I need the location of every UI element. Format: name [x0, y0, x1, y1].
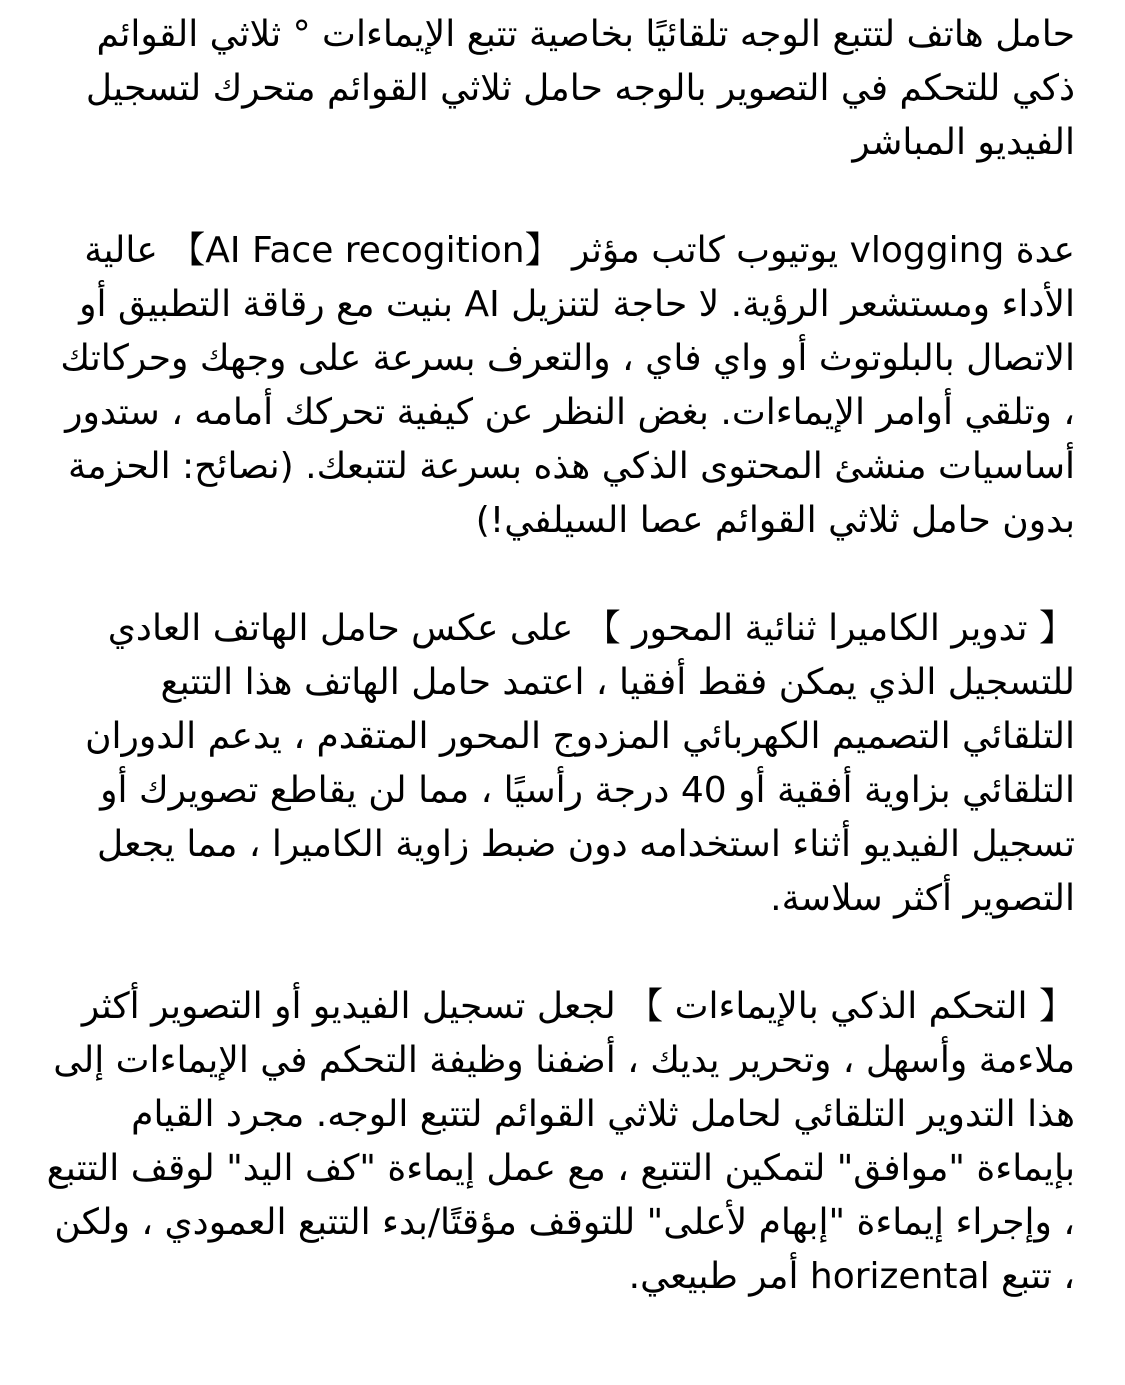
gesture-control-paragraph: 【 التحكم الذكي بالإيماءات 】 لجعل تسجيل الفيديو أو التصوير أكثر ملاءمة وأسهل ، وتحرير يديك ، أضفنا وظيفة التحكم في الإيماءات إلى هذا التدوير التلقائي لحامل ثلاثي القوائم لتتبع الوجه. مجرد القيام بإيماءة "موافق" لتمكين التتبع ، مع عمل إيماءة "كف اليد" لوقف التتبع ، وإجراء إيماءة "إبهام لأعلى" للتوقف مؤقتًا/بدء التتبع العمودي ، ولكن ، تتبع horizental أمر طبيعي.: [46, 986, 1075, 1297]
face-recognition-paragraph: عدة vlogging يوتيوب كاتب مؤثر 【AI Face recogition】 عالية الأداء ومستشعر الرؤية. لا حاجة لتنزيل AI بنيت مع رقاقة التطبيق أو الاتصال بالبلوتوث أو واي فاي ، والتعرف بسرعة على وجهك وحركاتك ، وتلقي أوامر الإيماءات. بغض النظر عن كيفية تحركك أمامه ، ستدور أساسيات منشئ المحتوى الذكي هذه بسرعة لتتبعك. (نصائح: الحزمة بدون حامل ثلاثي القوائم عصا السيلفي!): [60, 230, 1075, 541]
product-title-paragraph: حامل هاتف لتتبع الوجه تلقائيًا بخاصية تتبع الإيماءات ° ثلاثي القوائم ذكي للتحكم في التصوير بالوجه حامل ثلاثي القوائم متحرك لتسجيل الفيديو المباشر: [85, 14, 1075, 163]
dual-axis-rotation-paragraph: 【 تدوير الكاميرا ثنائية المحور 】 على عكس حامل الهاتف العادي للتسجيل الذي يمكن فقط أفقيا ، اعتمد حامل الهاتف هذا التتبع التلقائي التصميم الكهربائي المزدوج المحور المتقدم ، يدعم الدوران التلقائي بزاوية أفقية أو 40 درجة رأسيًا ، مما لن يقاطع تصويرك أو تسجيل الفيديو أثناء استخدامه دون ضبط زاوية الكاميرا ، مما يجعل التصوير أكثر سلاسة.: [85, 608, 1075, 919]
